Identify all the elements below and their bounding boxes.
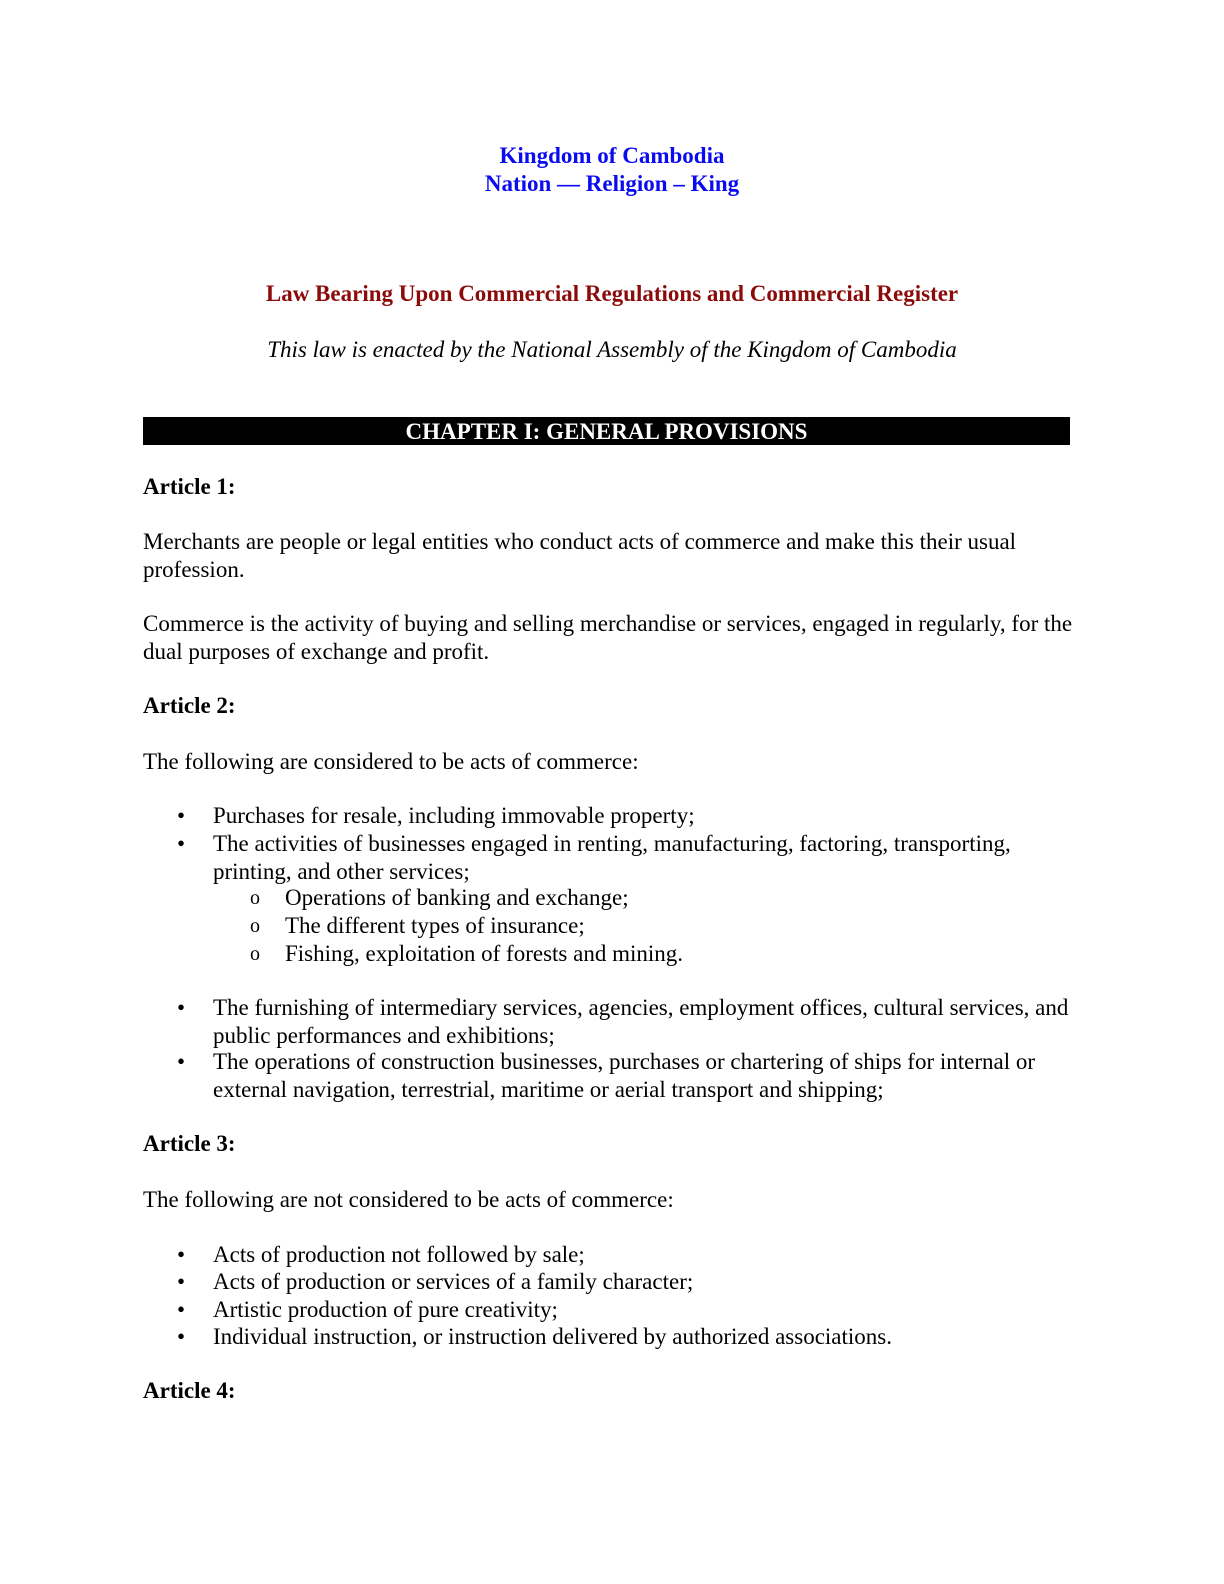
list-item-text: Acts of production not followed by sale; [213, 1242, 585, 1267]
article-2-heading: Article 2: [143, 693, 236, 718]
article-2-intro: The following are considered to be acts of commerce: [143, 749, 639, 774]
bullet-marker: • [176, 995, 186, 1020]
sub-bullet-marker: o [250, 915, 260, 937]
list-item-text: Purchases for resale, including immovable property; [213, 803, 695, 828]
bullet-marker: • [176, 1297, 186, 1322]
law-title: Law Bearing Upon Commercial Regulations and Commercial Register [265, 281, 959, 306]
chapter-heading: CHAPTER I: GENERAL PROVISIONS [143, 417, 1070, 445]
bullet-marker: • [176, 1269, 186, 1294]
article-3-heading: Article 3: [143, 1131, 236, 1156]
bullet-marker: • [176, 1324, 186, 1349]
list-item-text: Individual instruction, or instruction delivered by authorized associations. [213, 1324, 892, 1349]
bullet-marker: • [176, 803, 186, 828]
list-item-text: The furnishing of intermediary services, agencies, employment offices, cultural services, and public performances and exhibitions; [213, 995, 1069, 1048]
sub-list-item-text: Fishing, exploitation of forests and mining. [285, 941, 683, 966]
header-motto: Nation — Religion – King [484, 171, 740, 196]
list-item-text: The operations of construction businesses, purchases or chartering of ships for internal or external navigation, terrestrial, maritime or aerial transport and shipping; [213, 1049, 1036, 1102]
list-item-text: Artistic production of pure creativity; [213, 1297, 558, 1322]
sub-bullet-marker: o [250, 943, 260, 965]
header-kingdom: Kingdom of Cambodia [499, 143, 725, 168]
law-subtitle: This law is enacted by the National Assembly of the Kingdom of Cambodia [267, 337, 957, 362]
sub-list-item-text: The different types of insurance; [285, 913, 585, 938]
bullet-marker: • [176, 831, 186, 856]
sub-list-item-text: Operations of banking and exchange; [285, 885, 629, 910]
article-1-paragraph-2: Commerce is the activity of buying and selling merchandise or services, engaged in regularly, for the dual purposes of exchange and profit. [143, 611, 1073, 664]
bullet-marker: • [176, 1242, 186, 1267]
list-item-text: Acts of production or services of a family character; [213, 1269, 694, 1294]
bullet-marker: • [176, 1049, 186, 1074]
article-1-heading: Article 1: [143, 474, 236, 499]
list-item-text: The activities of businesses engaged in renting, manufacturing, factoring, transporting, printing, and other services; [213, 831, 1011, 884]
article-4-heading: Article 4: [143, 1378, 236, 1403]
sub-bullet-marker: o [250, 887, 260, 909]
article-3-intro: The following are not considered to be acts of commerce: [143, 1187, 674, 1212]
article-1-paragraph-1: Merchants are people or legal entities who conduct acts of commerce and make this their usual profession. [143, 529, 1017, 582]
